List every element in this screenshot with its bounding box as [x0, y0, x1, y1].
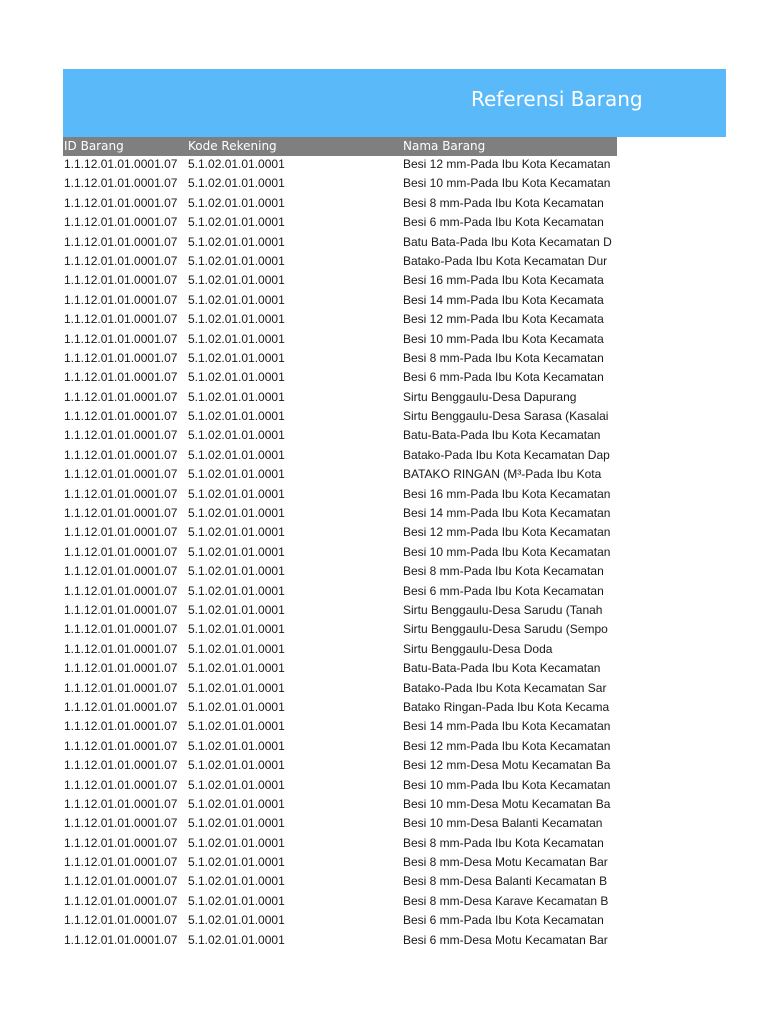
column-header-kode-rekening[interactable]: Kode Rekening — [188, 139, 277, 153]
cell-id-barang: 1.1.12.01.01.0001.07 — [64, 855, 178, 870]
table-row[interactable] — [63, 602, 617, 621]
table-row[interactable] — [63, 466, 617, 485]
cell-kode-rekening: 5.1.02.01.01.0001 — [188, 312, 285, 327]
table-row[interactable] — [63, 835, 617, 854]
table-row[interactable] — [63, 757, 617, 776]
cell-nama-barang: BATAKO RINGAN (M³-Pada Ibu Kota — [403, 467, 602, 482]
table-row[interactable] — [63, 893, 617, 912]
table-row[interactable] — [63, 331, 617, 350]
cell-kode-rekening: 5.1.02.01.01.0001 — [188, 583, 285, 598]
cell-id-barang: 1.1.12.01.01.0001.07 — [64, 835, 178, 850]
table-row[interactable] — [63, 641, 617, 660]
column-header-nama-barang[interactable]: Nama Barang — [403, 139, 486, 153]
cell-id-barang: 1.1.12.01.01.0001.07 — [64, 913, 178, 928]
cell-kode-rekening: 5.1.02.01.01.0001 — [188, 292, 285, 307]
cell-kode-rekening: 5.1.02.01.01.0001 — [188, 176, 285, 191]
cell-kode-rekening: 5.1.02.01.01.0001 — [188, 544, 285, 559]
cell-id-barang: 1.1.12.01.01.0001.07 — [64, 874, 178, 889]
table-row[interactable] — [63, 718, 617, 737]
title-area — [63, 69, 643, 137]
cell-nama-barang: Besi 8 mm-Pada Ibu Kota Kecamatan — [403, 835, 604, 850]
cell-kode-rekening: 5.1.02.01.01.0001 — [188, 874, 285, 889]
cell-kode-rekening: 5.1.02.01.01.0001 — [188, 234, 285, 249]
table-row[interactable] — [63, 621, 617, 640]
cell-id-barang: 1.1.12.01.01.0001.07 — [64, 350, 178, 365]
cell-kode-rekening: 5.1.02.01.01.0001 — [188, 428, 285, 443]
cell-id-barang: 1.1.12.01.01.0001.07 — [64, 312, 178, 327]
table-row[interactable] — [63, 873, 617, 892]
table-row[interactable] — [63, 680, 617, 699]
cell-nama-barang: Besi 8 mm-Pada Ibu Kota Kecamatan — [403, 195, 604, 210]
cell-kode-rekening: 5.1.02.01.01.0001 — [188, 680, 285, 695]
cell-id-barang: 1.1.12.01.01.0001.07 — [64, 409, 178, 424]
table-row[interactable] — [63, 486, 617, 505]
cell-id-barang: 1.1.12.01.01.0001.07 — [64, 525, 178, 540]
cell-kode-rekening: 5.1.02.01.01.0001 — [188, 467, 285, 482]
cell-nama-barang: Besi 6 mm-Pada Ibu Kota Kecamatan — [403, 913, 604, 928]
cell-kode-rekening: 5.1.02.01.01.0001 — [188, 486, 285, 501]
cell-nama-barang: Besi 8 mm-Desa Motu Kecamatan Bar — [403, 855, 608, 870]
cell-id-barang: 1.1.12.01.01.0001.07 — [64, 893, 178, 908]
cell-kode-rekening: 5.1.02.01.01.0001 — [188, 835, 285, 850]
table-row[interactable] — [63, 156, 617, 175]
table-row[interactable] — [63, 253, 617, 272]
cell-nama-barang: Sirtu Benggaulu-Desa Dapurang — [403, 389, 577, 404]
cell-kode-rekening: 5.1.02.01.01.0001 — [188, 602, 285, 617]
cell-nama-barang: Batu Bata-Pada Ibu Kota Kecamatan D — [403, 234, 612, 249]
table-row[interactable] — [63, 660, 617, 679]
cell-nama-barang: Besi 14 mm-Pada Ibu Kota Kecamatan — [403, 506, 611, 521]
cell-nama-barang: Besi 16 mm-Pada Ibu Kota Kecamata — [403, 273, 604, 288]
page-title: Referensi Barang — [471, 87, 643, 111]
cell-nama-barang: Sirtu Benggaulu-Desa Sarudu (Tanah — [403, 602, 603, 617]
cell-id-barang: 1.1.12.01.01.0001.07 — [64, 796, 178, 811]
table-row[interactable] — [63, 447, 617, 466]
cell-kode-rekening: 5.1.02.01.01.0001 — [188, 215, 285, 230]
cell-nama-barang: Besi 10 mm-Pada Ibu Kota Kecamatan — [403, 544, 611, 559]
cell-id-barang: 1.1.12.01.01.0001.07 — [64, 641, 178, 656]
cell-id-barang: 1.1.12.01.01.0001.07 — [64, 215, 178, 230]
cell-id-barang: 1.1.12.01.01.0001.07 — [64, 389, 178, 404]
cell-nama-barang: Besi 12 mm-Pada Ibu Kota Kecamatan — [403, 738, 611, 753]
cell-kode-rekening: 5.1.02.01.01.0001 — [188, 525, 285, 540]
cell-id-barang: 1.1.12.01.01.0001.07 — [64, 738, 178, 753]
table-row[interactable] — [63, 195, 617, 214]
cell-kode-rekening: 5.1.02.01.01.0001 — [188, 932, 285, 947]
cell-nama-barang: Sirtu Benggaulu-Desa Sarudu (Sempo — [403, 622, 608, 637]
cell-nama-barang: Besi 8 mm-Pada Ibu Kota Kecamatan — [403, 350, 604, 365]
cell-nama-barang: Besi 10 mm-Pada Ibu Kota Kecamatan — [403, 176, 611, 191]
cell-kode-rekening: 5.1.02.01.01.0001 — [188, 913, 285, 928]
cell-nama-barang: Batako Ringan-Pada Ibu Kota Kecama — [403, 699, 610, 714]
table-row[interactable] — [63, 505, 617, 524]
cell-kode-rekening: 5.1.02.01.01.0001 — [188, 719, 285, 734]
cell-id-barang: 1.1.12.01.01.0001.07 — [64, 176, 178, 191]
cell-kode-rekening: 5.1.02.01.01.0001 — [188, 447, 285, 462]
table-row[interactable] — [63, 912, 617, 931]
cell-nama-barang: Batako-Pada Ibu Kota Kecamatan Dap — [403, 447, 610, 462]
cell-nama-barang: Besi 10 mm-Pada Ibu Kota Kecamata — [403, 331, 604, 346]
table-row[interactable] — [63, 544, 617, 563]
data-table — [63, 137, 617, 957]
cell-kode-rekening: 5.1.02.01.01.0001 — [188, 370, 285, 385]
cell-id-barang: 1.1.12.01.01.0001.07 — [64, 234, 178, 249]
cell-nama-barang: Besi 8 mm-Desa Balanti Kecamatan B — [403, 874, 608, 889]
cell-kode-rekening: 5.1.02.01.01.0001 — [188, 506, 285, 521]
cell-kode-rekening: 5.1.02.01.01.0001 — [188, 409, 285, 424]
cell-id-barang: 1.1.12.01.01.0001.07 — [64, 486, 178, 501]
cell-id-barang: 1.1.12.01.01.0001.07 — [64, 719, 178, 734]
table-row[interactable] — [63, 583, 617, 602]
table-body — [63, 156, 617, 951]
cell-id-barang: 1.1.12.01.01.0001.07 — [64, 699, 178, 714]
cell-nama-barang: Besi 14 mm-Pada Ibu Kota Kecamatan — [403, 719, 611, 734]
cell-nama-barang: Besi 12 mm-Pada Ibu Kota Kecamatan — [403, 157, 611, 171]
cell-kode-rekening: 5.1.02.01.01.0001 — [188, 796, 285, 811]
cell-id-barang: 1.1.12.01.01.0001.07 — [64, 195, 178, 210]
table-row[interactable] — [63, 738, 617, 757]
cell-kode-rekening: 5.1.02.01.01.0001 — [188, 157, 285, 171]
cell-id-barang: 1.1.12.01.01.0001.07 — [64, 273, 178, 288]
table-row[interactable] — [63, 175, 617, 194]
cell-kode-rekening: 5.1.02.01.01.0001 — [188, 331, 285, 346]
cell-nama-barang: Batako-Pada Ibu Kota Kecamatan Dur — [403, 253, 608, 268]
cell-nama-barang: Besi 10 mm-Desa Balanti Kecamatan — [403, 816, 603, 831]
table-row[interactable] — [63, 272, 617, 291]
cell-kode-rekening: 5.1.02.01.01.0001 — [188, 273, 285, 288]
cell-id-barang: 1.1.12.01.01.0001.07 — [64, 253, 178, 268]
cell-nama-barang: Besi 10 mm-Desa Motu Kecamatan Ba — [403, 796, 611, 811]
cell-nama-barang: Batu-Bata-Pada Ibu Kota Kecamatan — [403, 661, 601, 676]
cell-nama-barang: Besi 12 mm-Pada Ibu Kota Kecamata — [403, 312, 604, 327]
table-row[interactable] — [63, 311, 617, 330]
cell-kode-rekening: 5.1.02.01.01.0001 — [188, 195, 285, 210]
table-row[interactable] — [63, 854, 617, 873]
cell-kode-rekening: 5.1.02.01.01.0001 — [188, 738, 285, 753]
table-row[interactable] — [63, 563, 617, 582]
table-row[interactable] — [63, 427, 617, 446]
cell-nama-barang: Besi 12 mm-Desa Motu Kecamatan Ba — [403, 758, 611, 773]
cell-kode-rekening: 5.1.02.01.01.0001 — [188, 622, 285, 637]
cell-id-barang: 1.1.12.01.01.0001.07 — [64, 680, 178, 695]
table-row[interactable] — [63, 524, 617, 543]
cell-nama-barang: Besi 6 mm-Pada Ibu Kota Kecamatan — [403, 583, 604, 598]
cell-kode-rekening: 5.1.02.01.01.0001 — [188, 855, 285, 870]
cell-id-barang: 1.1.12.01.01.0001.07 — [64, 506, 178, 521]
cell-kode-rekening: 5.1.02.01.01.0001 — [188, 253, 285, 268]
cell-id-barang: 1.1.12.01.01.0001.07 — [64, 777, 178, 792]
cell-id-barang: 1.1.12.01.01.0001.07 — [64, 370, 178, 385]
cell-nama-barang: Sirtu Benggaulu-Desa Sarasa (Kasalai — [403, 409, 609, 424]
cell-kode-rekening: 5.1.02.01.01.0001 — [188, 564, 285, 579]
cell-nama-barang: Besi 6 mm-Pada Ibu Kota Kecamatan — [403, 370, 604, 385]
table-row[interactable] — [63, 777, 617, 796]
cell-id-barang: 1.1.12.01.01.0001.07 — [64, 816, 178, 831]
cell-nama-barang: Besi 14 mm-Pada Ibu Kota Kecamata — [403, 292, 604, 307]
cell-kode-rekening: 5.1.02.01.01.0001 — [188, 661, 285, 676]
cell-id-barang: 1.1.12.01.01.0001.07 — [64, 331, 178, 346]
cell-id-barang: 1.1.12.01.01.0001.07 — [64, 544, 178, 559]
cell-id-barang: 1.1.12.01.01.0001.07 — [64, 467, 178, 482]
cell-nama-barang: Besi 6 mm-Pada Ibu Kota Kecamatan — [403, 215, 604, 230]
cell-kode-rekening: 5.1.02.01.01.0001 — [188, 699, 285, 714]
cell-id-barang: 1.1.12.01.01.0001.07 — [64, 758, 178, 773]
cell-kode-rekening: 5.1.02.01.01.0001 — [188, 893, 285, 908]
table-row[interactable] — [63, 408, 617, 427]
table-row[interactable] — [63, 796, 617, 815]
cell-nama-barang: Batako-Pada Ibu Kota Kecamatan Sar — [403, 680, 607, 695]
cell-nama-barang: Besi 8 mm-Desa Karave Kecamatan B — [403, 893, 609, 908]
table-row[interactable] — [63, 214, 617, 233]
table-row[interactable] — [63, 350, 617, 369]
cell-nama-barang: Besi 10 mm-Pada Ibu Kota Kecamatan — [403, 777, 611, 792]
cell-kode-rekening: 5.1.02.01.01.0001 — [188, 641, 285, 656]
cell-id-barang: 1.1.12.01.01.0001.07 — [64, 932, 178, 947]
cell-id-barang: 1.1.12.01.01.0001.07 — [64, 583, 178, 598]
cell-id-barang: 1.1.12.01.01.0001.07 — [64, 157, 178, 171]
cell-kode-rekening: 5.1.02.01.01.0001 — [188, 777, 285, 792]
cell-nama-barang: Besi 12 mm-Pada Ibu Kota Kecamatan — [403, 525, 611, 540]
cell-nama-barang: Besi 8 mm-Pada Ibu Kota Kecamatan — [403, 564, 604, 579]
cell-id-barang: 1.1.12.01.01.0001.07 — [64, 447, 178, 462]
cell-id-barang: 1.1.12.01.01.0001.07 — [64, 602, 178, 617]
cell-kode-rekening: 5.1.02.01.01.0001 — [188, 350, 285, 365]
cell-id-barang: 1.1.12.01.01.0001.07 — [64, 428, 178, 443]
table-row[interactable] — [63, 234, 617, 253]
cell-id-barang: 1.1.12.01.01.0001.07 — [64, 622, 178, 637]
cell-kode-rekening: 5.1.02.01.01.0001 — [188, 758, 285, 773]
table-row[interactable] — [63, 932, 617, 951]
cell-id-barang: 1.1.12.01.01.0001.07 — [64, 661, 178, 676]
cell-id-barang: 1.1.12.01.01.0001.07 — [64, 564, 178, 579]
column-header-id-barang[interactable]: ID Barang — [64, 139, 124, 153]
table-header — [63, 137, 617, 156]
cell-nama-barang: Batu-Bata-Pada Ibu Kota Kecamatan — [403, 428, 601, 443]
table-row[interactable] — [63, 292, 617, 311]
cell-nama-barang: Besi 6 mm-Desa Motu Kecamatan Bar — [403, 932, 608, 947]
cell-id-barang: 1.1.12.01.01.0001.07 — [64, 292, 178, 307]
cell-nama-barang: Besi 16 mm-Pada Ibu Kota Kecamatan — [403, 486, 611, 501]
cell-kode-rekening: 5.1.02.01.01.0001 — [188, 816, 285, 831]
table-row[interactable] — [63, 699, 617, 718]
cell-nama-barang: Sirtu Benggaulu-Desa Doda — [403, 641, 553, 656]
cell-kode-rekening: 5.1.02.01.01.0001 — [188, 389, 285, 404]
table-row[interactable] — [63, 369, 617, 388]
table-row[interactable] — [63, 815, 617, 834]
table-row[interactable] — [63, 389, 617, 408]
